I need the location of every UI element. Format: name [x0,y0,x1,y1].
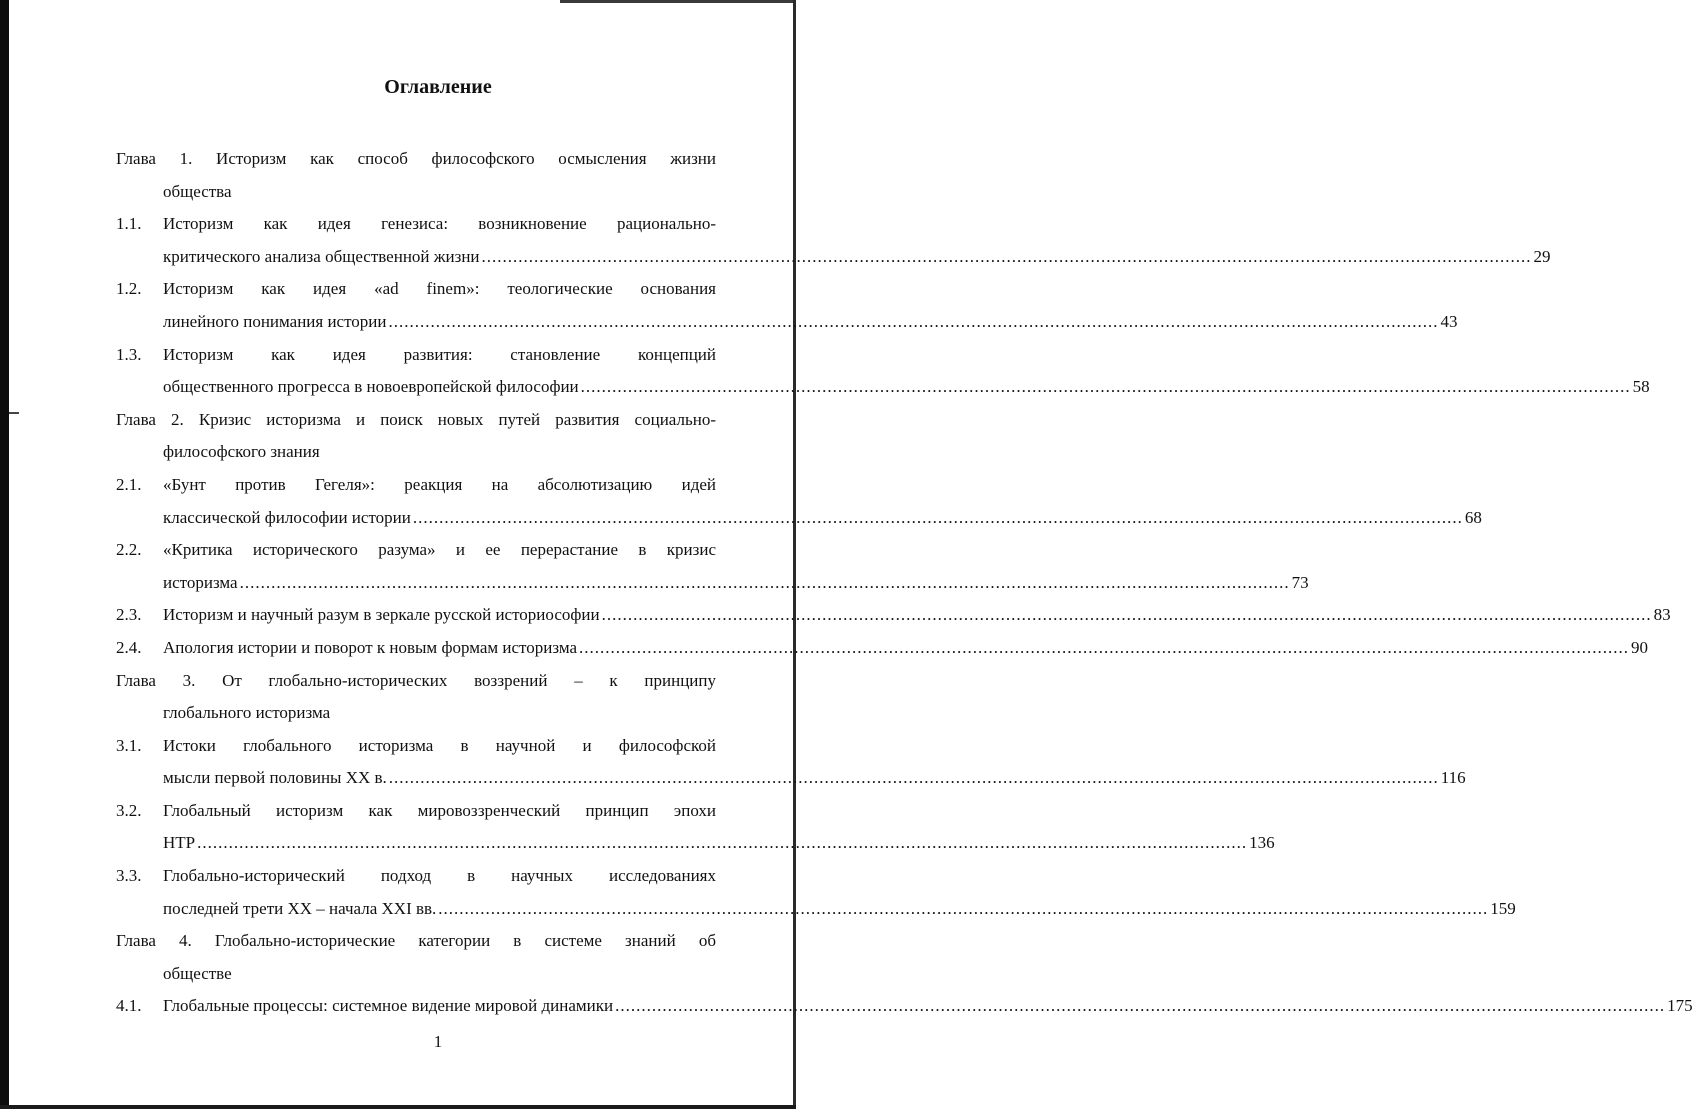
toc-section-number: 2.1. [116,474,142,494]
toc-section[interactable] [116,273,1458,338]
toc-page-number: 90 [1631,637,1649,657]
toc-entry-title-line1: Историзм как идея генезиса: возникновение рационально- [163,214,716,234]
scan-bottom-edge [0,1105,796,1109]
toc-section-number: 1.3. [116,344,142,364]
toc-page-number: 68 [1464,507,1482,527]
toc-entry-title-line1: Глава 2. Кризис историзма и поиск новых путей развития социально- [116,409,716,429]
toc-section[interactable] [116,208,1551,273]
toc-chapter[interactable] [116,404,716,469]
toc-entry-title-line1: Глава 4. Глобально-исторические категории в системе знаний об [116,931,716,951]
toc-entry-line [116,893,1516,926]
scan-left-edge [0,0,9,1109]
scan-top-edge [560,0,796,3]
toc-entry-title-line2: линейного понимания истории [163,311,387,331]
toc-entry-title-line2: глобального историзма [163,703,331,723]
toc-entry-line [116,306,1458,339]
table-of-contents [116,143,1693,1023]
toc-entry-title-line2: НТР [163,833,196,853]
toc-chapter[interactable] [116,665,716,730]
toc-page-number: 159 [1490,898,1516,918]
toc-entry-title-line1: «Бунт против Гегеля»: реакция на абсолютизацию идей [163,474,716,494]
scan-right-edge [793,0,796,1109]
toc-entry-line [116,371,1650,404]
toc-section-number: 3.3. [116,866,142,886]
toc-entry-title-line1: Глобально-исторический подход в научных исследованиях [163,866,716,886]
toc-section[interactable] [116,730,1466,795]
toc-entry-title: Историзм и научный разум в зеркале русской историософии [163,605,600,625]
toc-page-number: 83 [1653,605,1671,625]
dot-leader: ........................................................................................................................................................................................................ [615,996,1666,1016]
dot-leader: ........................................................................................................................................................................................................ [197,833,1248,853]
toc-section[interactable] [116,534,1309,599]
toc-page-number: 43 [1440,311,1458,331]
toc-entry-line [116,827,1275,860]
toc-entry-line [116,599,1671,632]
dot-leader: ........................................................................................................................................................................................................ [388,768,1439,788]
toc-entry-title-line2: общественного прогресса в новоевропейской философии [163,377,579,397]
toc-page-number: 29 [1533,246,1551,266]
toc-section-number: 2.4. [116,637,142,657]
toc-section-number: 1.1. [116,214,142,234]
toc-section[interactable] [116,339,1650,404]
toc-page-number: 136 [1249,833,1275,853]
toc-section-number: 2.3. [116,605,142,625]
toc-entry-line [116,990,1693,1023]
dot-leader: ........................................................................................................................................................................................................ [239,572,1290,592]
toc-entry-line [116,762,1466,795]
toc-entry-line [116,567,1309,600]
toc-page-number: 116 [1440,768,1466,788]
dot-leader: ........................................................................................................................................................................................................ [412,507,1463,527]
toc-entry-title-line1: Глава 1. Историзм как способ философского осмысления жизни [116,149,716,168]
toc-section[interactable] [116,599,1671,632]
toc-section[interactable] [116,469,1482,534]
toc-entry-title-line2: классической философии истории [163,507,411,527]
dot-leader: ........................................................................................................................................................................................................ [579,637,1630,657]
toc-entry-line [116,502,1482,535]
toc-entry-title-line1: Историзм как идея «ad finem»: теологические основания [163,279,716,299]
toc-entry-title-line2: общества [163,181,232,201]
page-title: Оглавление [384,76,492,98]
toc-chapter[interactable] [116,925,716,990]
toc-entry-title-line2: философского знания [163,442,320,462]
dot-leader: ........................................................................................................................................................................................................ [388,311,1439,331]
page-number: 1 [433,1032,443,1051]
toc-entry-title-line1: «Критика исторического разума» и ее перерастание в кризис [163,540,716,560]
toc-section-number: 3.1. [116,735,142,755]
toc-section-number: 4.1. [116,996,142,1016]
dot-leader: ........................................................................................................................................................................................................ [601,605,1652,625]
toc-section[interactable] [116,795,1275,860]
toc-entry-title-line2: последней трети XX – начала XXI вв. [163,898,437,918]
toc-page-number: 175 [1667,996,1693,1016]
scan-margin-mark [9,412,19,414]
dot-leader: ........................................................................................................................................................................................................ [481,246,1532,266]
dot-leader: ........................................................................................................................................................................................................ [580,377,1631,397]
toc-page-number: 58 [1632,377,1650,397]
toc-entry-title-line1: Глобальный историзм как мировоззренческий принцип эпохи [163,800,716,820]
dot-leader: ........................................................................................................................................................................................................ [438,898,1489,918]
toc-section-number: 1.2. [116,279,142,299]
toc-entry-title: Апология истории и поворот к новым формам историзма [163,637,578,657]
toc-entry-title-line1: Истоки глобального историзма в научной и философской [163,735,716,755]
toc-section[interactable] [116,860,1516,925]
toc-entry-title-line2: критического анализа общественной жизни [163,246,480,266]
toc-entry-line [116,241,1551,274]
toc-entry-title-line1: Историзм как идея развития: становление концепций [163,344,716,364]
toc-section[interactable] [116,632,1649,665]
toc-section[interactable] [116,990,1693,1023]
toc-entry-title-line2: мысли первой половины XX в. [163,768,387,788]
toc-entry-title-line2: историзма [163,572,238,592]
toc-entry-title-line1: Глава 3. От глобально-исторических воззрений – к принципу [116,670,716,690]
toc-page-number: 73 [1291,572,1309,592]
toc-section-number: 2.2. [116,540,142,560]
toc-entry-line [116,632,1649,665]
toc-section-number: 3.2. [116,800,142,820]
toc-entry-title: Глобальные процессы: системное видение мировой динамики [163,996,614,1016]
toc-chapter[interactable] [116,143,716,208]
toc-entry-title-line2: обществе [163,963,232,983]
